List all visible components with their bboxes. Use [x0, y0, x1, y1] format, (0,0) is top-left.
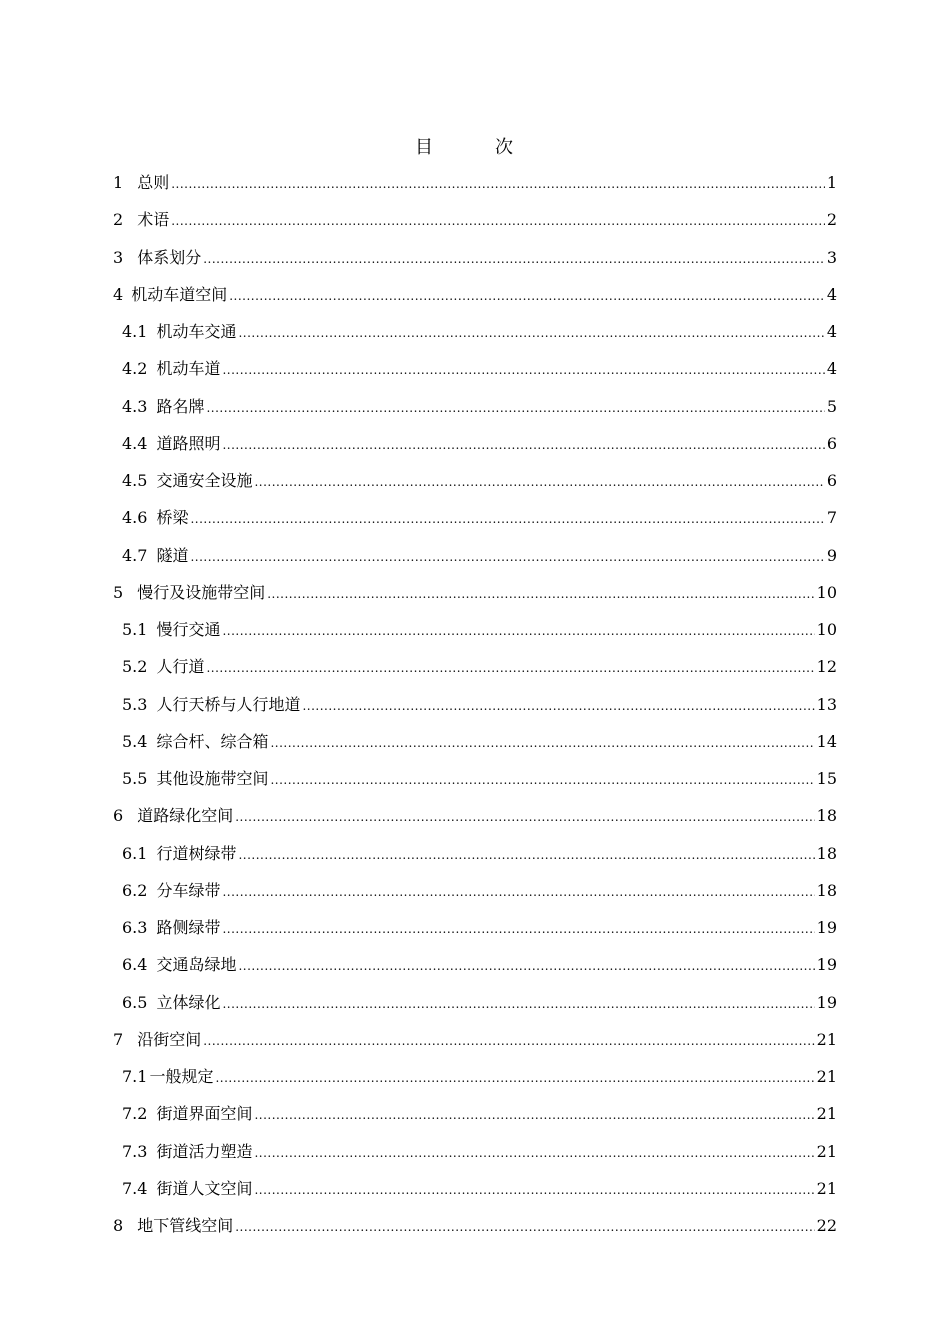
toc-entry-page-number: 4: [826, 322, 837, 341]
toc-entry-page-number: 10: [816, 582, 837, 602]
toc-entry-page-number: 21: [816, 1141, 837, 1161]
toc-entry-page-number: 19: [816, 918, 837, 937]
toc-entry-number: 7.1: [122, 1067, 148, 1086]
toc-entry[interactable]: [113, 544, 837, 581]
toc-entry[interactable]: [113, 991, 837, 1028]
toc-entry-page-number: 21: [816, 1029, 837, 1049]
toc-dot-leader: [222, 880, 814, 904]
toc-entry-title: 行道树绿带: [156, 843, 237, 863]
toc-entry[interactable]: [113, 1102, 837, 1139]
toc-entry-number: 7.2: [122, 1104, 148, 1124]
toc-entry-title: 街道活力塑造: [156, 1141, 253, 1161]
toc-dot-leader: [254, 1103, 814, 1127]
toc-dot-leader: [254, 470, 824, 494]
toc-entry-page-number: 12: [816, 657, 837, 677]
toc-entry-title: 慢行及设施带空间: [137, 582, 266, 602]
toc-entry-page-number: 7: [826, 508, 837, 528]
toc-entry-page-number: 6: [826, 471, 837, 490]
toc-entry[interactable]: [113, 1214, 837, 1251]
toc-entry-number: 5.2: [122, 657, 148, 677]
toc-entry[interactable]: [113, 469, 837, 506]
toc-entry-number: 5.1: [122, 620, 148, 639]
toc-dot-leader: [270, 768, 814, 792]
toc-entry-page-number: 19: [816, 955, 837, 975]
toc-entry[interactable]: [113, 395, 837, 432]
toc-entry-page-number: 4: [826, 284, 837, 304]
toc-entry-number: 5.4: [122, 731, 148, 751]
toc-entry-number: 4.1: [122, 322, 148, 341]
toc-entry[interactable]: [113, 953, 837, 990]
toc-entry-title: 道路照明: [156, 433, 221, 453]
toc-dot-leader: [238, 843, 814, 867]
toc-entry-page-number: 3: [826, 247, 837, 267]
toc-entry-page-number: 21: [816, 1067, 837, 1086]
toc-entry-page-number: 9: [826, 545, 837, 565]
toc-entry-page-number: 19: [816, 992, 837, 1012]
toc-entry-title: 街道界面空间: [156, 1104, 253, 1124]
toc-entry-number: 6.4: [122, 955, 148, 975]
toc-entry-title: 慢行交通: [156, 620, 221, 639]
toc-entry-title: 桥梁: [156, 508, 189, 528]
toc-entry[interactable]: [113, 246, 837, 283]
toc-entry[interactable]: [113, 1028, 837, 1065]
toc-entry-title: 综合杆、综合箱: [156, 731, 269, 751]
toc-dot-leader: [229, 284, 825, 308]
toc-entry[interactable]: [113, 655, 837, 692]
toc-entry-number: 7.4: [122, 1178, 148, 1198]
toc-entry-title: 机动车道: [156, 359, 221, 379]
toc-entry[interactable]: [113, 506, 837, 543]
toc-entry-number: 6: [113, 806, 124, 826]
toc-entry-number: 2: [113, 210, 124, 230]
toc-entry-page-number: 5: [826, 396, 837, 416]
toc-entry[interactable]: [113, 171, 837, 208]
toc-entry-page-number: 15: [816, 769, 837, 788]
toc-entry-title: 路名牌: [156, 396, 205, 416]
toc-entry-page-number: 13: [816, 694, 837, 714]
toc-entry-number: 4.2: [122, 359, 148, 379]
toc-entry-title: 交通岛绿地: [156, 955, 237, 975]
toc-entry[interactable]: [113, 432, 837, 469]
toc-entry[interactable]: [113, 357, 837, 394]
toc-entry[interactable]: [113, 730, 837, 767]
toc-entry-number: 4.5: [122, 471, 148, 490]
toc-dot-leader: [222, 917, 814, 941]
toc-entry-title: 立体绿化: [156, 992, 221, 1012]
toc-dot-leader: [222, 992, 814, 1016]
toc-dot-leader: [235, 805, 814, 829]
toc-entry-title: 人行道: [156, 657, 205, 677]
toc-entry-number: 4.4: [122, 433, 148, 453]
toc-entry[interactable]: [113, 804, 837, 841]
toc-dot-leader: [203, 247, 825, 271]
toc-dot-leader: [190, 507, 824, 531]
toc-dot-leader: [206, 656, 814, 680]
toc-entry-number: 5: [113, 582, 124, 602]
toc-entry-title: 分车绿带: [156, 880, 221, 900]
toc-dot-leader: [235, 1215, 814, 1239]
toc-entry-page-number: 18: [816, 880, 837, 900]
toc-dot-leader: [215, 1066, 814, 1090]
toc-entry-number: 1: [113, 173, 124, 192]
toc-entry[interactable]: [113, 916, 837, 953]
toc-entry-title: 路侧绿带: [156, 918, 221, 937]
toc-entry-page-number: 2: [826, 210, 837, 230]
toc-entry-title: 地下管线空间: [137, 1216, 234, 1235]
toc-entry-number: 7.3: [122, 1141, 148, 1161]
toc-entry-title: 一般规定: [149, 1067, 214, 1086]
toc-dot-leader: [222, 433, 824, 457]
toc-entry-page-number: 22: [816, 1216, 837, 1235]
toc-entry-number: 5.3: [122, 694, 148, 714]
toc-entry-title: 术语: [137, 210, 170, 230]
toc-dot-leader: [270, 731, 814, 755]
toc-dot-leader: [238, 321, 824, 345]
toc-dot-leader: [206, 396, 824, 420]
toc-dot-leader: [203, 1029, 814, 1053]
toc-entry-number: 8: [113, 1216, 124, 1235]
toc-dot-leader: [302, 694, 814, 718]
toc-entry-number: 6.1: [122, 843, 148, 863]
toc-entry[interactable]: [113, 581, 837, 618]
toc-entry-title: 总则: [137, 173, 170, 192]
toc-dot-leader: [254, 1141, 814, 1165]
toc-entry-title: 街道人文空间: [156, 1178, 253, 1198]
toc-entry-page-number: 18: [816, 843, 837, 863]
toc-entry-page-number: 21: [816, 1178, 837, 1198]
toc-entry-page-number: 6: [826, 433, 837, 453]
toc-entry[interactable]: [113, 1140, 837, 1177]
toc-entry-page-number: 18: [816, 806, 837, 826]
toc-entry[interactable]: [113, 767, 837, 804]
toc-entry-title: 道路绿化空间: [137, 806, 234, 826]
toc-entry-page-number: 21: [816, 1104, 837, 1124]
toc-dot-leader: [267, 582, 814, 606]
toc-entry[interactable]: [113, 879, 837, 916]
toc-dot-leader: [222, 619, 814, 643]
toc-entry-number: 4: [113, 284, 124, 304]
toc-entry-number: 4.7: [122, 545, 148, 565]
toc-entry-title: 沿街空间: [137, 1029, 202, 1049]
toc-entry-number: 6.2: [122, 880, 148, 900]
toc-entry[interactable]: [113, 693, 837, 730]
toc-dot-leader: [171, 209, 825, 233]
toc-entry-number: 7: [113, 1029, 124, 1049]
toc-entry-number: 4.6: [122, 508, 148, 528]
toc-dot-leader: [238, 954, 814, 978]
toc-entry-title: 交通安全设施: [156, 471, 253, 490]
toc-entry-title: 隧道: [156, 545, 189, 565]
toc-entry-number: 5.5: [122, 769, 148, 788]
toc-entry[interactable]: [113, 1177, 837, 1214]
toc-entry-title: 体系划分: [137, 247, 202, 267]
toc-dot-leader: [190, 545, 824, 569]
toc-entry-page-number: 1: [826, 173, 837, 192]
toc-entry[interactable]: [113, 618, 837, 655]
toc-entry[interactable]: [113, 208, 837, 245]
toc-entry-number: 3: [113, 247, 124, 267]
toc-dot-leader: [222, 358, 824, 382]
toc-entry[interactable]: [113, 283, 837, 320]
toc-entry[interactable]: [113, 842, 837, 879]
toc-entry[interactable]: [113, 1065, 837, 1102]
toc-dot-leader: [254, 1178, 814, 1202]
toc-entry-number: 6.5: [122, 992, 148, 1012]
toc-entry-number: 4.3: [122, 396, 148, 416]
toc-dot-leader: [171, 172, 825, 196]
table-of-contents: [113, 171, 837, 1251]
toc-entry-title: 其他设施带空间: [156, 769, 269, 788]
toc-entry-page-number: 10: [816, 620, 837, 639]
toc-entry-title: 人行天桥与人行地道: [156, 694, 301, 714]
toc-entry-page-number: 4: [826, 359, 837, 379]
toc-entry-title: 机动车交通: [156, 322, 237, 341]
toc-entry[interactable]: [113, 320, 837, 357]
toc-entry-number: 6.3: [122, 918, 148, 937]
toc-entry-page-number: 14: [816, 731, 837, 751]
toc-title: 目 次: [415, 137, 535, 158]
toc-entry-title: 机动车道空间: [131, 284, 228, 304]
